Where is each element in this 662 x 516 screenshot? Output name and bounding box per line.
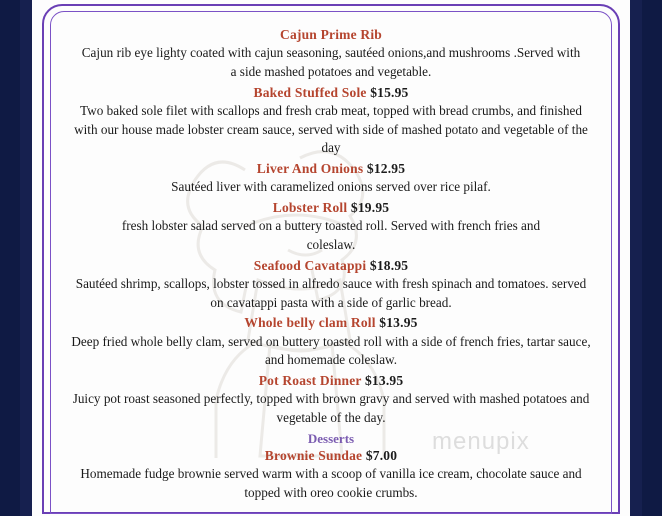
menu-content	[60, 26, 602, 505]
menu-item-price: $12.95	[366, 161, 406, 177]
menu-item-price: $13.95	[364, 373, 404, 389]
menu-item-name: Whole belly clam Roll	[244, 315, 376, 331]
menu-item-heading	[60, 84, 602, 102]
menu-item-name: Lobster Roll	[272, 200, 348, 216]
menu-item-heading	[60, 372, 602, 390]
menu-item	[60, 84, 602, 158]
menu-item-heading	[60, 257, 602, 275]
menu-item-description: Cajun rib eye lighty coated with cajun seasoning, sautéed onions,and mushrooms .Served with a side mashed potatoes and vegetable.	[81, 45, 581, 79]
menu-item-description: fresh lobster salad served on a buttery toasted roll. Served with french fries and coleslaw.	[121, 218, 541, 253]
menu-item-description: Juicy pot roast seasoned perfectly, topped with brown gravy and served with mashed potatoes and vegetable of the day.	[72, 391, 590, 426]
menu-item-description: Sautéed shrimp, scallops, lobster tossed in alfredo sauce with fresh spinach and tomatoes. served on cavatappi pasta with a side of garlic bread.	[75, 275, 587, 310]
menu-item-price: $19.95	[350, 200, 390, 216]
menu-item-heading	[60, 199, 602, 217]
menu-item-description: Homemade fudge brownie served warm with a scoop of vanilla ice cream, chocolate sauce and topped with oreo cookie crumbs.	[80, 466, 582, 500]
menu-item-name: Cajun Prime Rib	[280, 27, 382, 42]
menu-item	[60, 447, 602, 503]
menu-item	[60, 160, 602, 197]
menu-item-price: $15.95	[370, 84, 409, 100]
menu-item	[60, 26, 602, 82]
page-edge-right-inner	[630, 0, 642, 516]
menu-item-description: Two baked sole filet with scallops and fresh crab meat, topped with bread crumbs, and finished with our house made lobster cream sauce, served with side of mashed potato and vegetable of the day	[74, 102, 588, 156]
menu-item-name: Seafood Cavatappi	[253, 257, 367, 273]
menu-item	[60, 372, 602, 428]
menu-item-name: Liver And Onions	[256, 161, 364, 177]
menupix-watermark: menupix	[432, 428, 530, 455]
menu-item-name: Baked Stuffed Sole	[253, 84, 367, 100]
menu-item	[60, 257, 602, 313]
page-edge-right	[642, 0, 662, 516]
menu-item	[60, 314, 602, 370]
menu-item-price: $7.00	[365, 447, 398, 463]
menu-item	[60, 199, 602, 255]
menu-item-description: Deep fried whole belly clam, served on buttery toasted roll with a side of french fries, tartar sauce, and homemade coleslaw.	[71, 333, 591, 368]
menu-item-price: $13.95	[379, 315, 418, 331]
menu-item-heading	[60, 447, 602, 465]
menu-item-name: Pot Roast Dinner	[258, 373, 362, 389]
menu-item-heading	[60, 314, 602, 332]
page-edge-left-inner	[20, 0, 32, 516]
menu-item-price: $18.95	[369, 257, 409, 273]
section-heading-desserts: Desserts	[307, 430, 355, 446]
menu-item-description: Sautéed liver with caramelized onions served over rice pilaf.	[171, 179, 491, 195]
menu-item-heading	[60, 160, 602, 178]
page-edge-left	[0, 0, 20, 516]
menu-item-name: Brownie Sundae	[264, 447, 363, 463]
